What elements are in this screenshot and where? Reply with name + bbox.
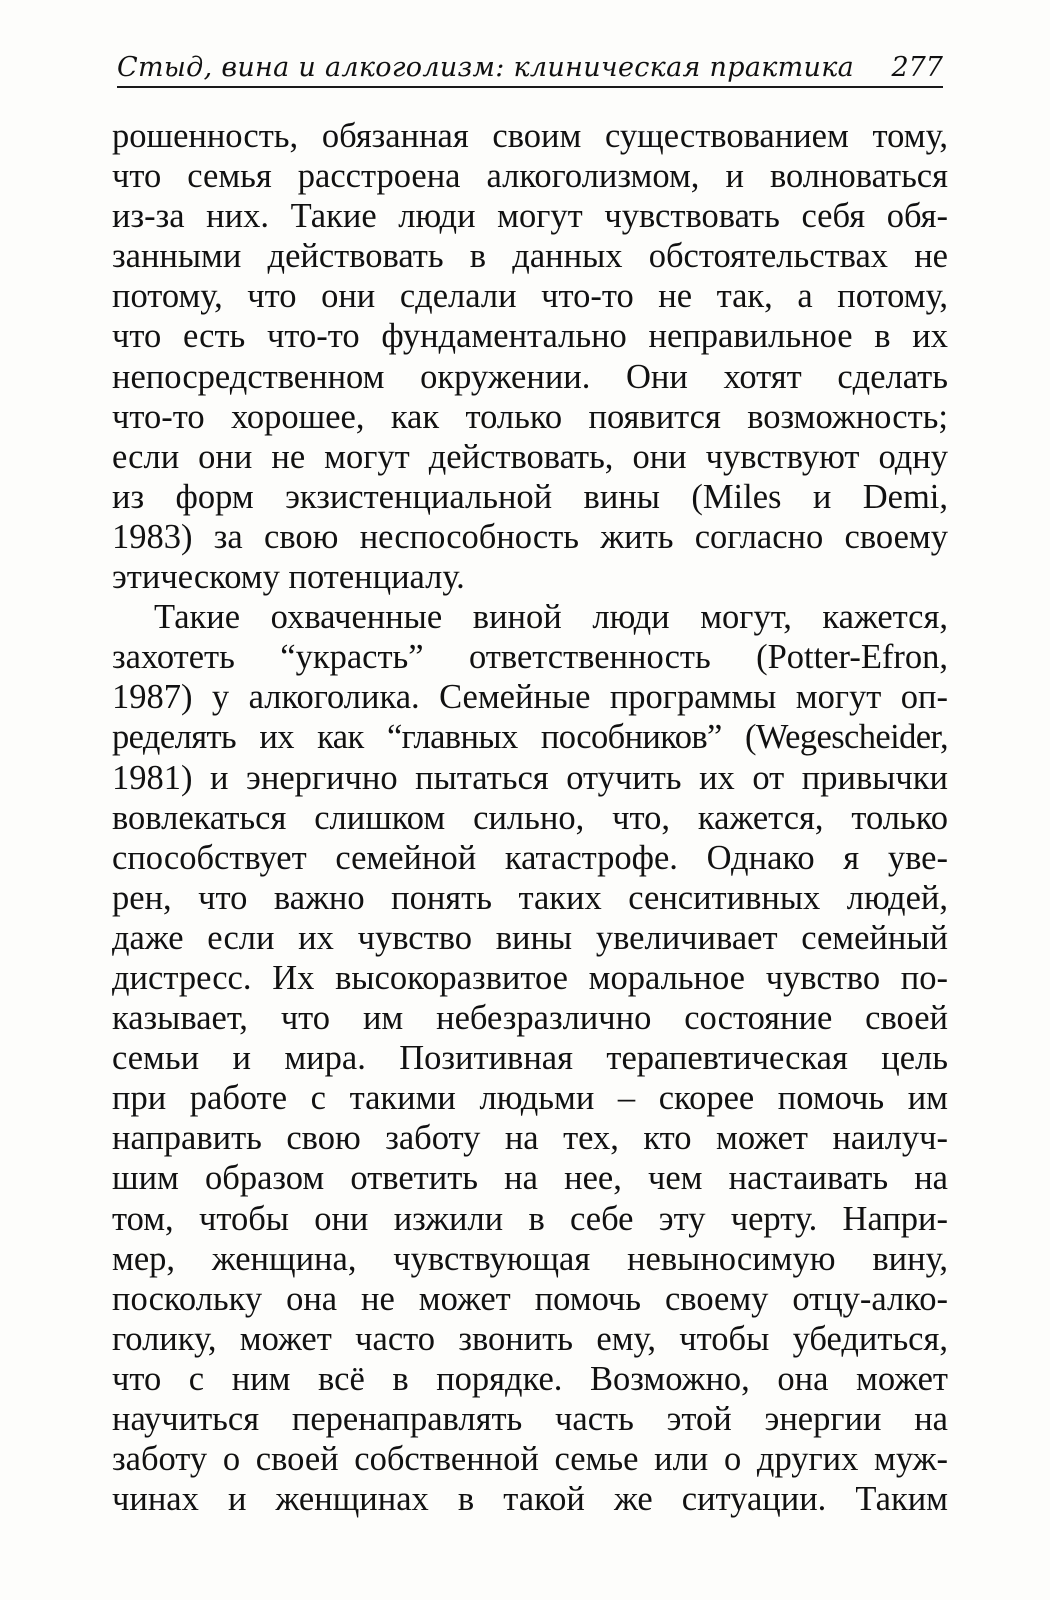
text-line: заботу о своей собственной семье или о других муж- [112,1440,948,1479]
text-line: что есть что-то фундаментально неправильное в их [112,317,948,356]
text-line: этическому потенциалу. [112,558,465,597]
text-line: что-то хорошее, как только появится возможность; [112,397,948,436]
running-head-title: Стыд, вина и алкоголизм: клиническая практика [117,52,855,83]
text-line: из форм экзистенциальной вины (Miles и Demi, [112,477,948,516]
text-line: способствует семейной катастрофе. Однако я уве- [112,838,948,877]
paragraph-2 [112,597,948,1519]
text-line: даже если их чувство вины увеличивает семейный [112,918,948,957]
text-line: занными действовать в данных обстоятельствах не [112,237,948,276]
text-line: если они не могут действовать, они чувствуют одну [112,437,948,476]
text-line: из-за них. Такие люди могут чувствовать себя обя- [112,197,948,236]
text-line: том, чтобы они изжили в себе эту черту. Напри- [112,1199,948,1238]
text-line: 1981) и энергично пытаться отучить их от привычки [112,758,948,797]
text-line: семьи и мира. Позитивная терапевтическая цель [112,1039,948,1078]
text-line: захотеть “украсть” ответственность (Potter-Efron, [112,638,948,677]
text-line: 1983) за свою неспособность жить согласно своему [112,517,948,556]
text-line: при работе с такими людьми – скорее помочь им [112,1079,948,1118]
text-line: непосредственном окружении. Они хотят сделать [112,357,948,396]
text-line: вовлекаться слишком сильно, что, кажется, только [112,798,948,837]
page-number: 277 [891,52,943,83]
text-line: мер, женщина, чувствующая невыносимую вину, [112,1239,948,1278]
text-line: казывает, что им небезразлично состояние своей [112,999,948,1038]
text-line: чинах и женщинах в такой же ситуации. Таким [112,1480,948,1519]
text-line: 1987) у алкоголика. Семейные программы могут оп- [112,678,948,717]
text-line: голику, может часто звонить ему, чтобы убедиться, [112,1319,948,1358]
body-text [112,116,948,1519]
text-line: Такие охваченные виной люди могут, кажется, [154,598,948,637]
text-line: рен, что важно понять таких сенситивных людей, [112,878,948,917]
text-line: что с ним всё в порядке. Возможно, она может [112,1359,948,1398]
paragraph-1 [112,116,948,597]
text-line: дистресс. Их высокоразвитое моральное чувство по- [112,958,948,997]
text-line: рошенность, обязанная своим существованием тому, [112,117,948,155]
text-line: поскольку она не может помочь своему отцу-алко- [112,1279,948,1318]
text-line: потому, что они сделали что-то не так, а потому, [112,277,948,316]
text-line: направить свою заботу на тех, кто может наилуч- [112,1119,948,1158]
text-line: ределять их как “главных пособников” (Wegescheider, [112,718,948,757]
text-line: научиться перенаправлять часть этой энергии на [112,1400,948,1438]
text-line: что семья расстроена алкоголизмом, и волноваться [112,157,948,196]
text-line: шим образом ответить на нее, чем настаивать на [112,1159,948,1198]
running-head [117,48,943,88]
